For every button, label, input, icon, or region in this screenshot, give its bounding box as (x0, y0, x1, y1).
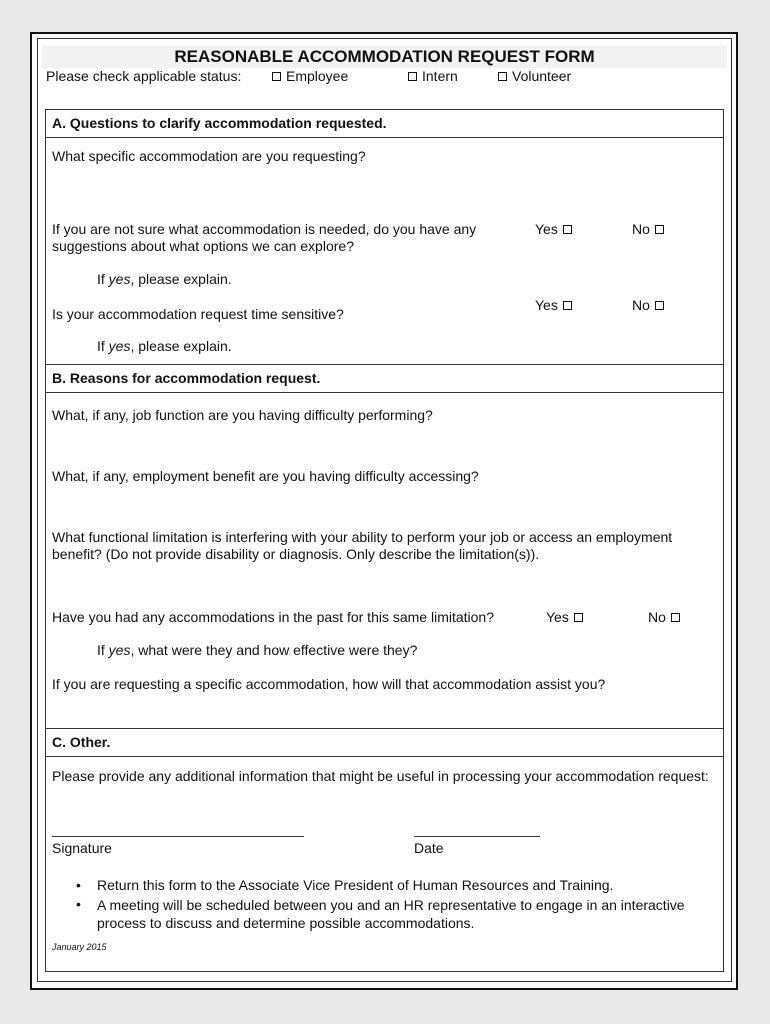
section-b-question-4: Have you had any accommodations in the past for this same limitation? (52, 609, 495, 625)
checkbox-icon[interactable] (563, 225, 572, 234)
status-option-volunteer[interactable] (498, 68, 571, 84)
form-title: REASONABLE ACCOMMODATION REQUEST FORM (42, 46, 727, 68)
section-b-q4-no[interactable] (648, 609, 680, 625)
checkbox-icon[interactable] (671, 613, 680, 622)
yes-label: Yes (546, 609, 569, 625)
section-a-q3-no[interactable] (632, 297, 664, 313)
revision-date: January 2015 (52, 942, 107, 952)
checkbox-icon[interactable] (655, 301, 664, 310)
no-label: No (648, 609, 666, 625)
bullet-icon: • (76, 877, 81, 893)
section-b-question-2: What, if any, employment benefit are you having difficulty accessing? (52, 468, 479, 484)
date-label: Date (414, 840, 444, 856)
checkbox-icon[interactable] (272, 72, 281, 81)
status-option-label: Volunteer (512, 68, 572, 84)
section-a-q3-yes[interactable] (535, 297, 572, 313)
no-label: No (632, 297, 650, 313)
date-line[interactable] (414, 836, 540, 837)
section-a-q2-no[interactable] (632, 221, 664, 237)
section-c-question-1: Please provide any additional information that might be useful in processing your accommodation request: (52, 768, 709, 784)
status-option-label: Intern (422, 68, 458, 84)
status-option-employee[interactable] (272, 68, 348, 84)
checkbox-icon[interactable] (408, 72, 417, 81)
section-b-question-5: If you are requesting a specific accommodation, how will that accommodation assist you? (52, 676, 606, 692)
section-b-question-3: What functional limitation is interfering with your ability to perform your job or access an employment benefit? (Do not provide disability or diagnosis. Only describe the limitation(s)). (52, 529, 673, 562)
checkbox-icon[interactable] (574, 613, 583, 622)
checkbox-icon[interactable] (655, 225, 664, 234)
section-a-q3-followup: If yes, please explain. (97, 338, 232, 354)
signature-line[interactable] (52, 836, 304, 837)
section-a-heading: A. Questions to clarify accommodation requested. (45, 109, 724, 138)
section-b-heading: B. Reasons for accommodation request. (45, 364, 724, 393)
signature-label: Signature (52, 840, 112, 856)
instruction-item: A meeting will be scheduled between you and an HR representative to engage in an interactive process to discuss and determine possible accommodations. (97, 897, 685, 931)
section-b-q4-yes[interactable] (546, 609, 583, 625)
status-option-intern[interactable] (408, 68, 458, 84)
status-option-label: Employee (286, 68, 349, 84)
checkbox-icon[interactable] (498, 72, 507, 81)
section-a-q2-followup: If yes, please explain. (97, 271, 232, 287)
section-a-question-3: Is your accommodation request time sensitive? (52, 306, 344, 322)
yes-label: Yes (535, 221, 558, 237)
section-a-question-1: What specific accommodation are you requesting? (52, 148, 366, 164)
instruction-item: Return this form to the Associate Vice President of Human Resources and Training. (97, 877, 614, 893)
section-b-q4-followup: If yes, what were they and how effective were they? (97, 642, 418, 658)
section-a-question-2: If you are not sure what accommodation is needed, do you have any suggestions about what options we can explore? (52, 221, 477, 254)
yes-label: Yes (535, 297, 558, 313)
status-label: Please check applicable status: (46, 68, 242, 84)
section-a-q2-yes[interactable] (535, 221, 572, 237)
section-b-question-1: What, if any, job function are you having difficulty performing? (52, 407, 433, 423)
bullet-icon: • (76, 896, 81, 912)
section-c-heading: C. Other. (45, 728, 724, 757)
checkbox-icon[interactable] (563, 301, 572, 310)
no-label: No (632, 221, 650, 237)
